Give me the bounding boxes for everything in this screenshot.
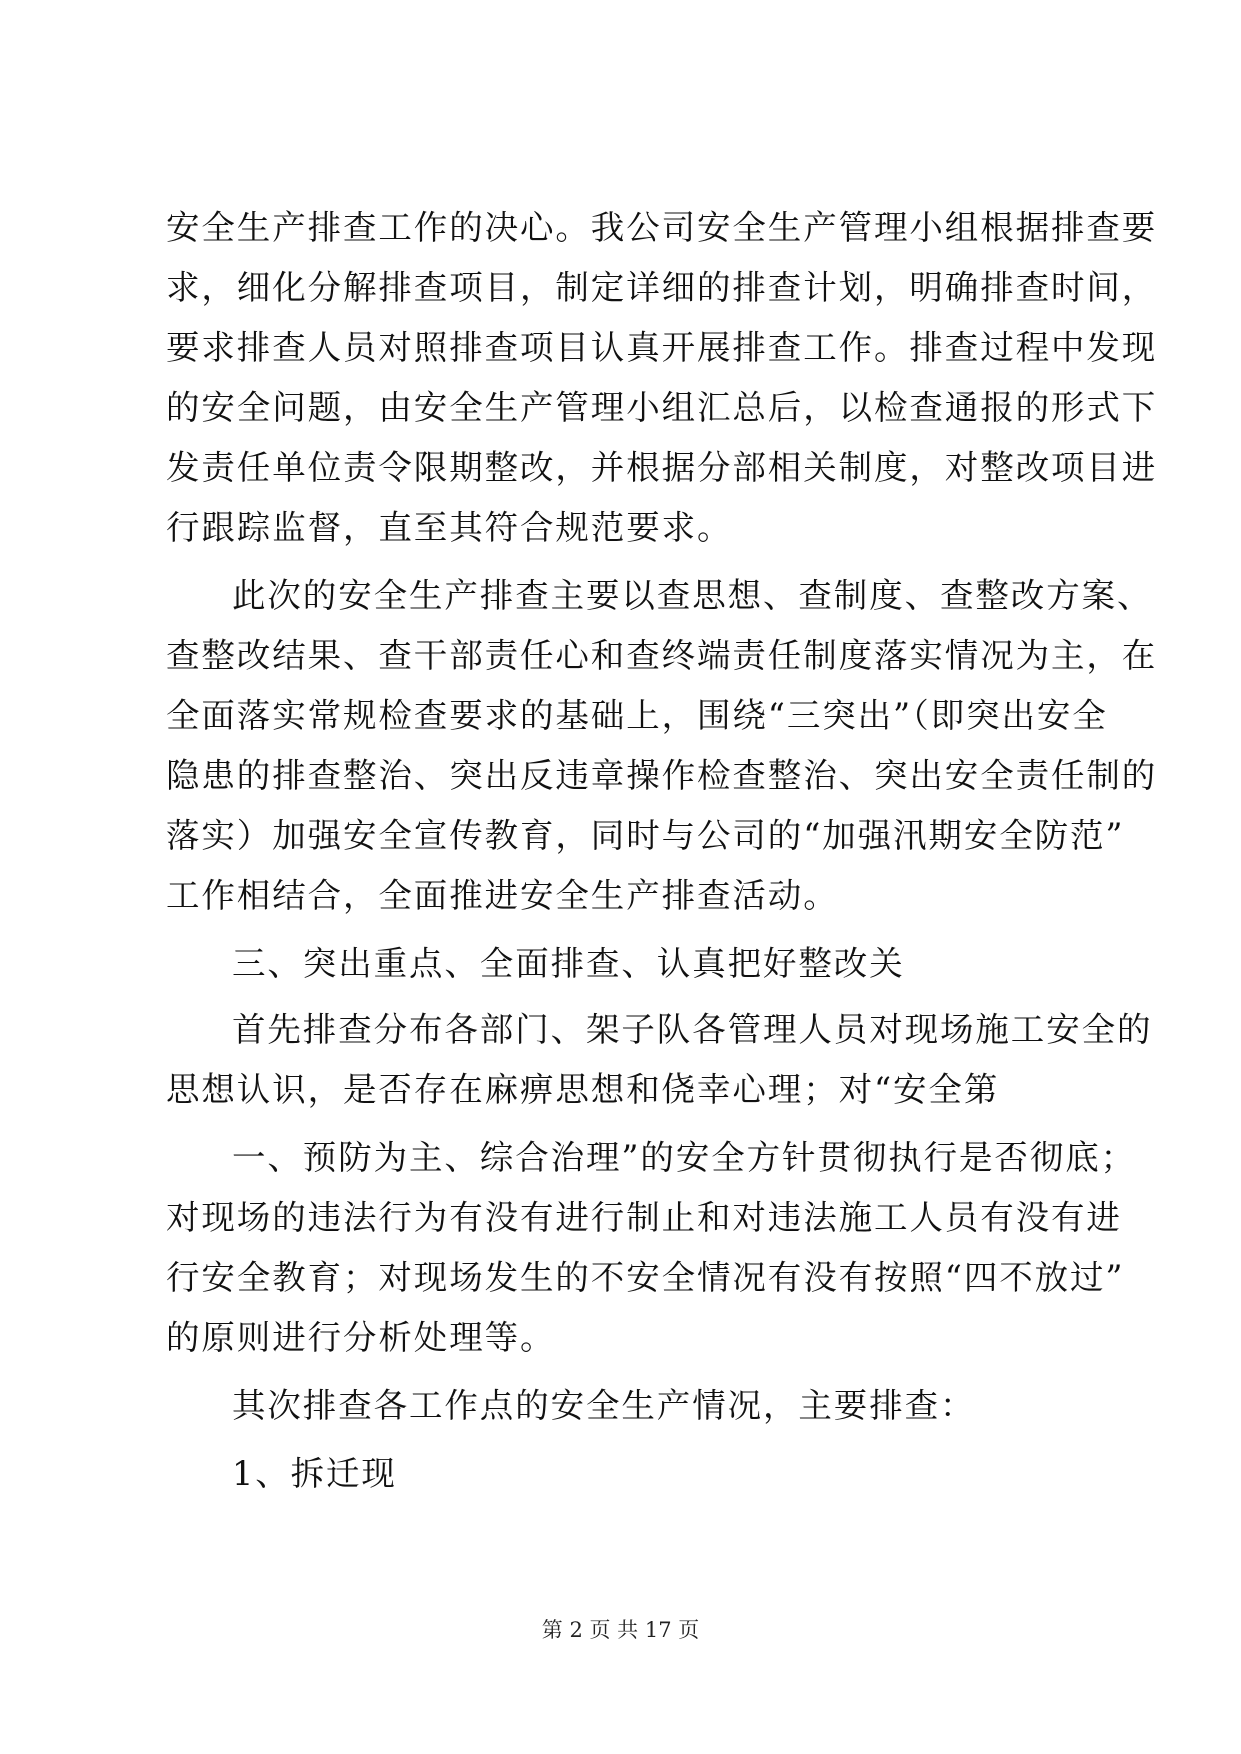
body-text-line: 行跟踪监督，直至其符合规范要求。 [166,508,733,547]
paragraph-first-line: 其次排查各工作点的安全生产情况，主要排查： [232,1386,976,1425]
body-text-line: 要求排查人员对照排查项目认真开展排查工作。排查过程中发现 [166,328,1158,367]
paragraph-first-line: 一、预防为主、综合治理”的安全方针贯彻执行是否彻底； [232,1138,1137,1177]
section-heading: 三、突出重点、全面排查、认真把好整改关 [232,944,905,983]
body-text-line: 发责任单位责令限期整改，并根据分部相关制度，对整改项目进 [166,448,1158,487]
paragraph-first-line: 此次的安全生产排查主要以查思想、查制度、查整改方案、 [232,576,1153,615]
body-text-line: 对现场的违法行为有没有进行制止和对违法施工人员有没有进 [166,1198,1122,1237]
body-text-line: 工作相结合，全面推进安全生产排查活动。 [166,876,839,915]
paragraph-first-line: 首先排查分布各部门、架子队各管理人员对现场施工安全的 [232,1010,1153,1049]
body-text-line: 思想认识，是否存在麻痹思想和侥幸心理；对“安全第 [166,1070,1000,1109]
body-text-line: 行安全教育；对现场发生的不安全情况有没有按照“四不放过” [166,1258,1125,1297]
body-text-line: 查整改结果、查干部责任心和查终端责任制度落实情况为主，在 [166,636,1158,675]
body-text-line: 隐患的排查整治、突出反违章操作检查整治、突出安全责任制的 [166,756,1158,795]
body-text-line: 的安全问题，由安全生产管理小组汇总后，以检查通报的形式下 [166,388,1158,427]
body-text-line: 求，细化分解排查项目，制定详细的排查计划，明确排查时间， [166,268,1158,307]
body-text-line: 落实）加强安全宣传教育，同时与公司的“加强汛期安全防范” [166,816,1125,855]
page-number-footer: 第 2 页 共 17 页 [541,1618,700,1642]
list-item-heading: 1、拆迁现 [232,1454,397,1493]
body-text-line: 全面落实常规检查要求的基础上，围绕“三突出”（即突出安全 [166,696,1108,735]
body-text-line: 的原则进行分析处理等。 [166,1318,556,1357]
body-text-line: 安全生产排查工作的决心。我公司安全生产管理小组根据排查要 [166,208,1158,247]
